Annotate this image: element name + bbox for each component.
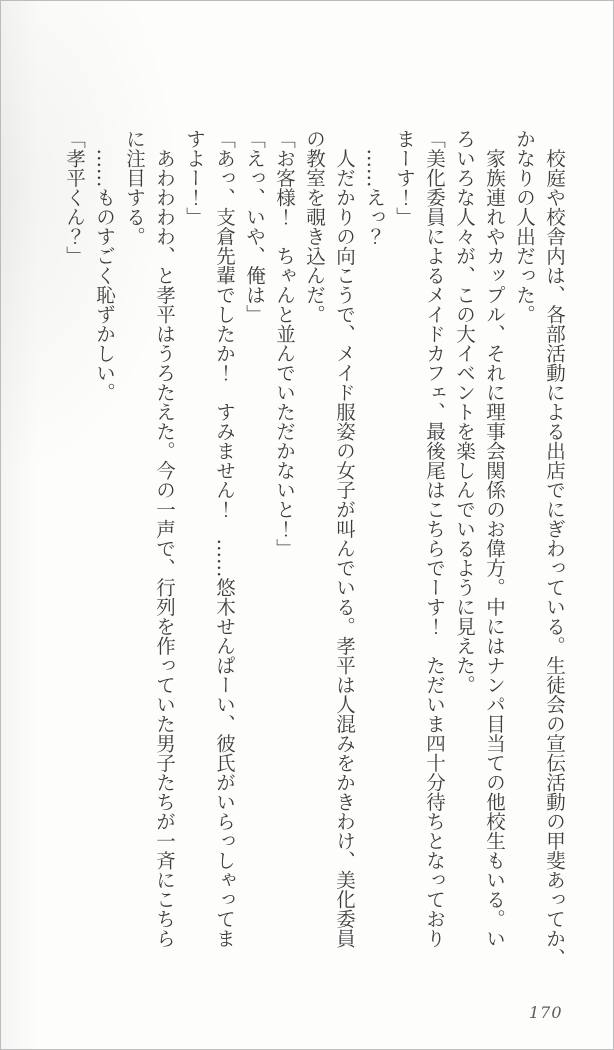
- text-line: かなりの人出だった。: [513, 129, 536, 324]
- text-line: 校庭や校舎内は、各部活動による出店でにぎわっている。生徒会の宣伝活動の甲斐あってか、: [543, 129, 566, 968]
- text-line: 「あっ、支倉先輩でしたか！ すみません！ ……悠木せんぱーい、彼氏がいらっしゃってま: [213, 129, 236, 948]
- text-line: 「お客様！ ちゃんと並んでいただかないと！」: [273, 129, 296, 558]
- text-line: 「孝平くん？」: [63, 129, 86, 266]
- text-line: 人だかりの向こうで、メイド服姿の女子が叫んでいる。孝平は人混みをかきわけ、美化委員: [333, 129, 356, 948]
- text-line: 家族連れやカップル、それに理事会関係のお偉方。中にはナンパ目当ての他校生もいる。い: [483, 129, 506, 948]
- text-line: 「えっ、いや、俺は」: [243, 129, 266, 324]
- text-line: あわわわわ、と孝平はうろたえた。今の一声で、行列を作っていた男子たちが一斉にこちら: [153, 129, 176, 948]
- text-line: 「美化委員によるメイドカフェ、最後尾はこちらでーす！ ただいま四十分待ちとなっており: [423, 129, 446, 948]
- page-number-folio: 170: [529, 1003, 563, 1022]
- text-line: に注目する。: [123, 129, 146, 246]
- text-line: の教室を覗き込んだ。: [303, 129, 326, 324]
- text-line: ろいろな人々が、この大イベントを楽しんでいるように見えた。: [453, 129, 476, 695]
- text-line: ……えっ？: [363, 129, 386, 246]
- text-line: すよー！」: [183, 129, 206, 227]
- text-line: まーす！」: [393, 129, 416, 227]
- vertical-text-block: [59, 129, 569, 968]
- text-line: ……ものすごく恥ずかしい。: [93, 129, 116, 402]
